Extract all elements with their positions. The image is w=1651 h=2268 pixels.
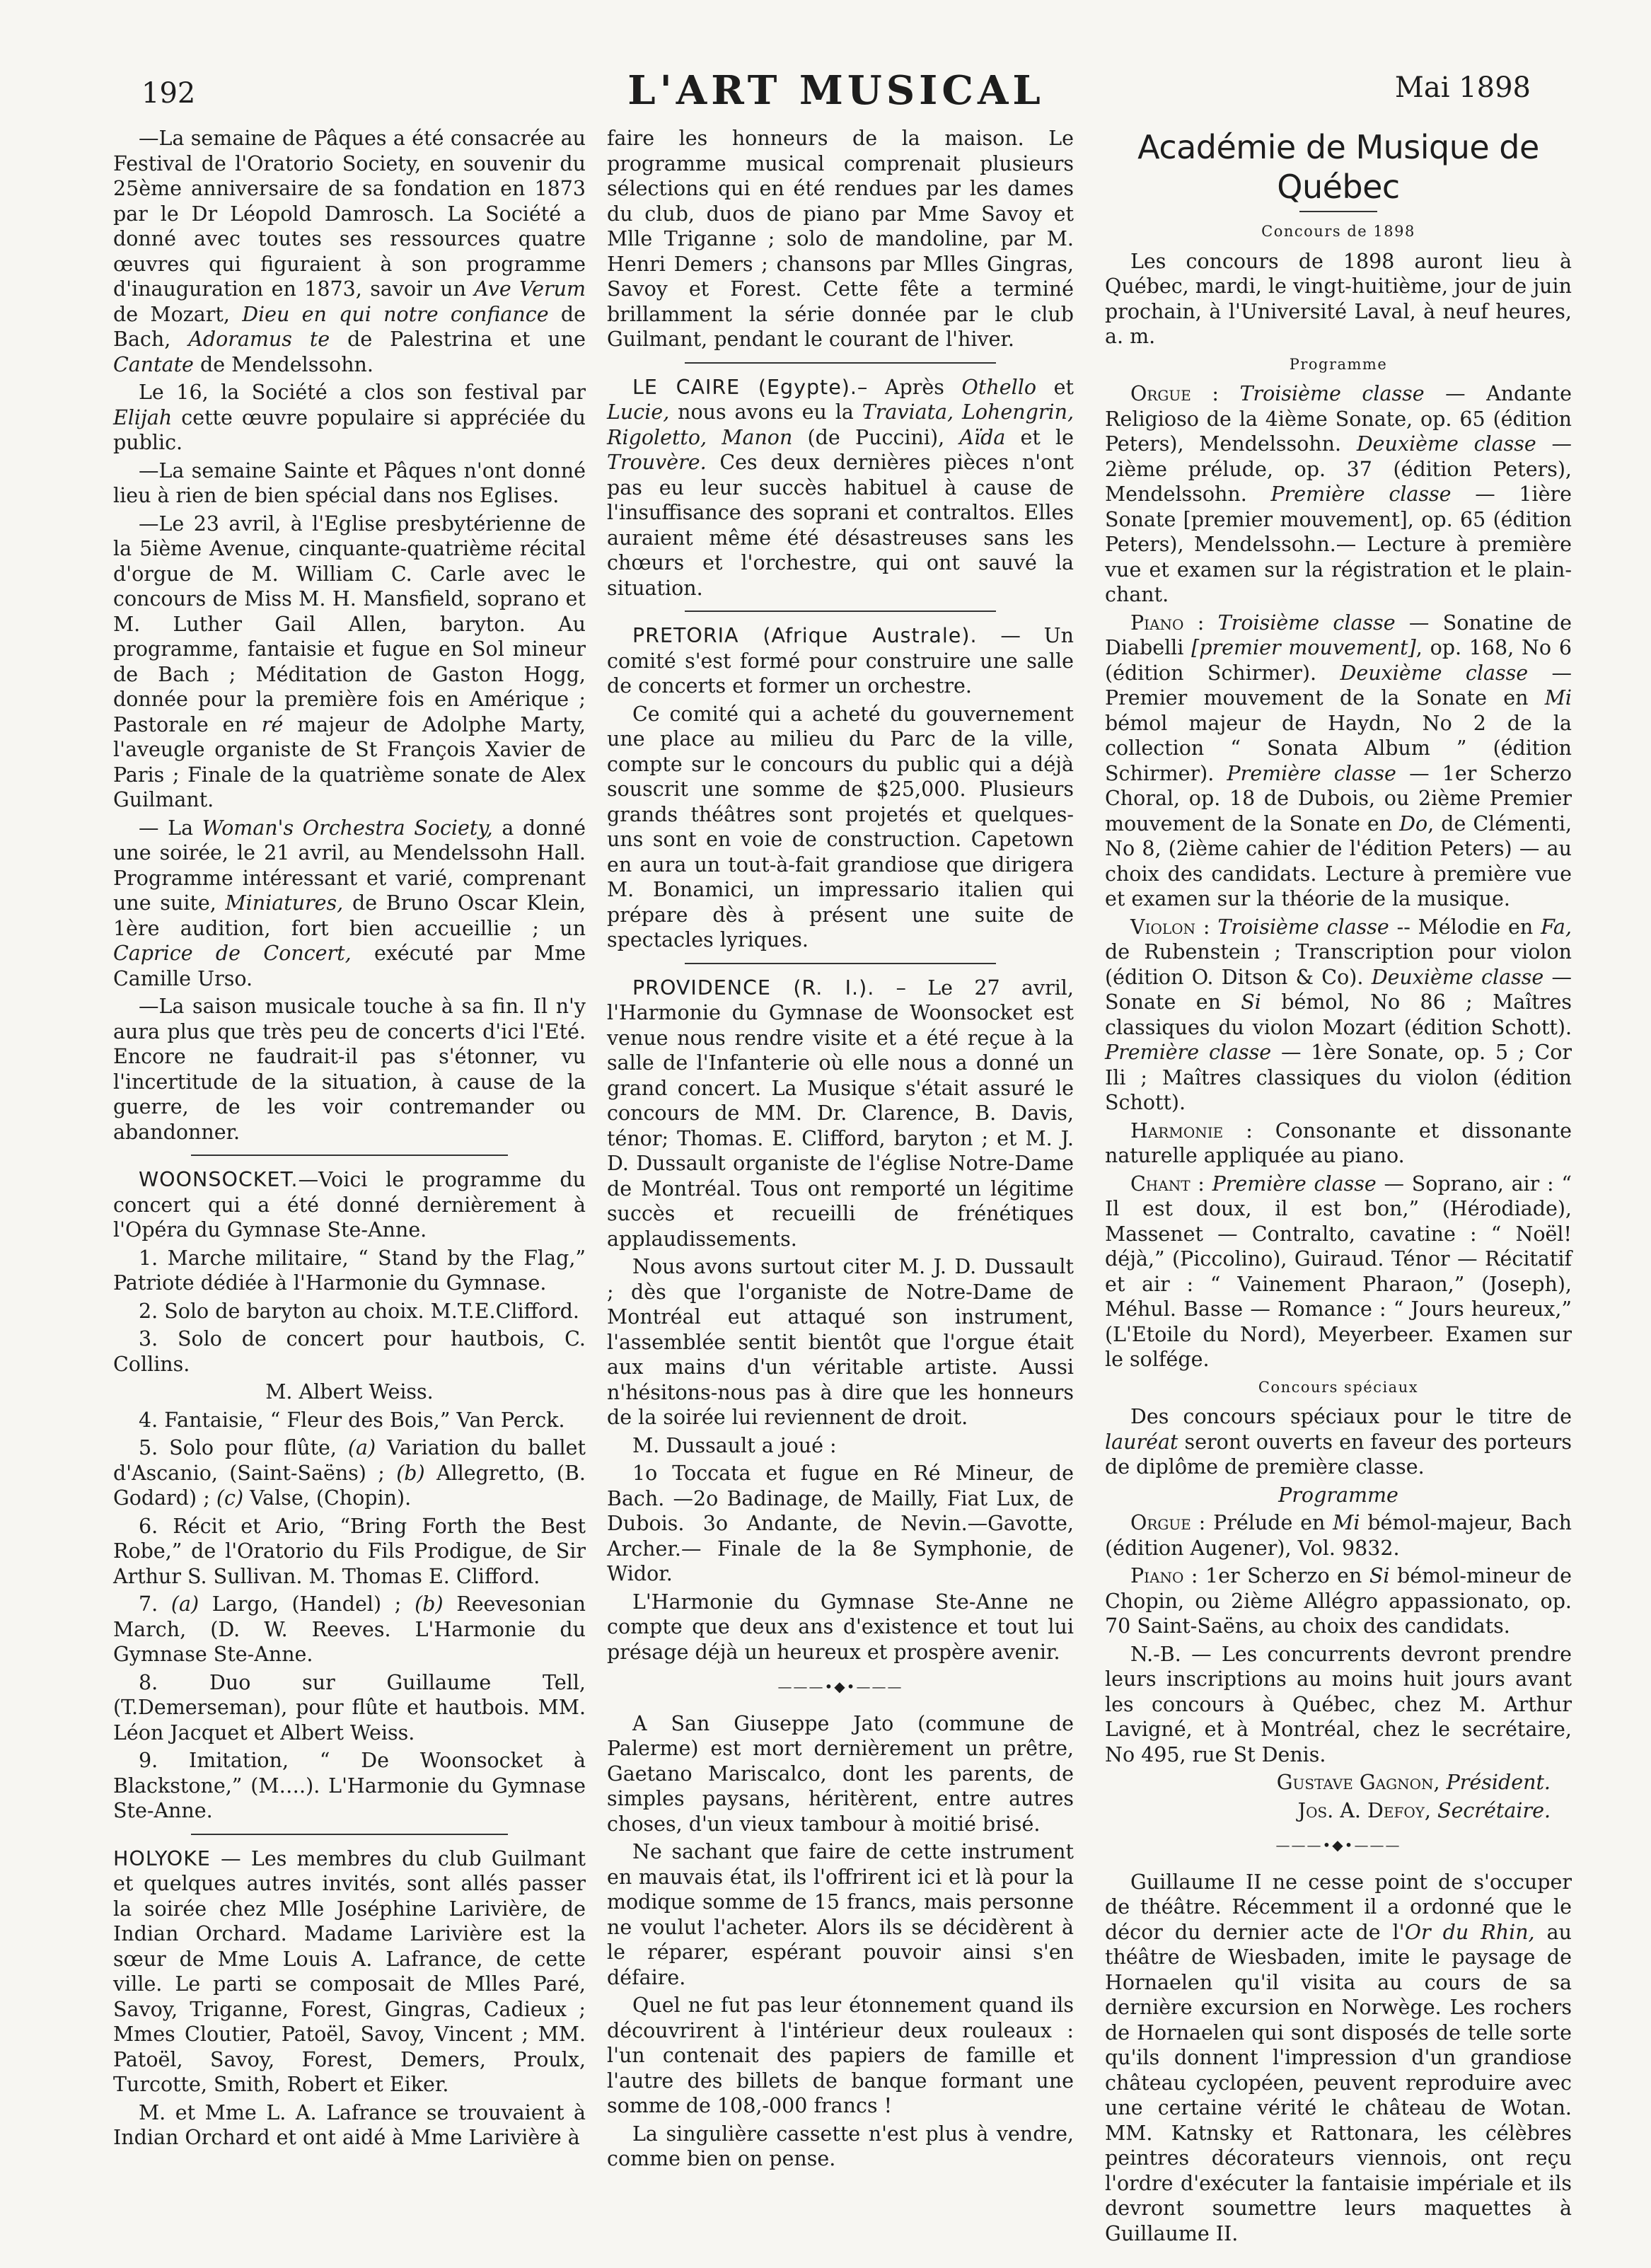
- section-heading: LE CAIRE (Egypte).: [632, 375, 857, 399]
- paragraph: L'Harmonie du Gymnase Ste-Anne ne compte que deux ans d'existence et tout lui présage déjà un heureux et prospère avenir.: [607, 1590, 1074, 1664]
- title-underline: [1299, 211, 1377, 212]
- column-1: [113, 126, 586, 2153]
- subheading: Concours de 1898: [1261, 223, 1415, 240]
- signature: Jos. A. Defoy, Secrétaire.: [1297, 1798, 1551, 1822]
- paragraph: N.-B. — Les concurrents devront prendre leurs inscriptions au moins huit jours avant les concours à Québec, chez M. Arthur Lavigné, et à Montréal, chez le secrétaire, No 495, rue St Denis.: [1105, 1642, 1572, 1766]
- paragraph: Orgue : Troisième classe — Andante Religioso de la 4ième Sonate, op. 65 (édition Peters), Mendelssohn. Deuxième classe — 2ième prélude, op. 37 (édition Peters), Mendelssohn. Première classe — 1ière Sonate [premier mouvement], op. 65 (édition Peters), Mendelssohn.— Lecture à première vue et examen sur la régistration et le plain-chant.: [1105, 382, 1572, 606]
- paragraph: faire les honneurs de la maison. Le programme musical comprenait plusieurs sélections qui en été rendues par les dames du club, duos de piano par Mme Savoy et Mlle Triganne ; solo de mandoline, par M. Henri Demers ; chansons par Mlles Gingras, Savoy et Forest. Cette fête a terminé brillamment la série donnée par le club Guilmant, pendant le courant de l'hiver.: [607, 127, 1074, 351]
- list-item: 5. Solo pour flûte, (a) Variation du ballet d'Ascanio, (Saint-Saëns) ; (b) Allegretto, (B. Godard) ; (c) Valse, (Chopin).: [113, 1436, 586, 1510]
- paragraph: —Le 23 avril, à l'Eglise presbytérienne de la 5ième Avenue, cinquante-quatrième récital d'orgue de M. William C. Carle avec le concours de Miss M. H. Mansfield, soprano et M. Luther Gail Allen, baryton. Au programme, fantaisie et fugue en Sol mineur de Bach ; Méditation de Gaston Hogg, donnée pour la première fois en Amérique ; Pastorale en ré majeur de Adolphe Marty, l'aveugle organiste de St François Xavier de Paris ; Finale de la quatrième sonate de Alex Guilmant.: [113, 511, 586, 811]
- section-heading: PROVIDENCE (R. I.).: [632, 976, 875, 1000]
- list-item: M. Albert Weiss.: [265, 1380, 434, 1404]
- list-item: 4. Fantaisie, “ Fleur des Bois,” Van Perck.: [139, 1408, 565, 1432]
- paragraph: Quel ne fut pas leur étonnement quand ils découvrirent à l'intérieur deux rouleaux : l'un contenait des papiers de famille et l'autre des billets de banque formant une somme de 108,-000 francs !: [607, 1994, 1074, 2117]
- issue-date: Mai 1898: [1394, 71, 1531, 104]
- paragraph: 1o Toccata et fugue en Ré Mineur, de Bach. —2o Badinage, de Mailly, Fiat Lux, de Dubois. 3o Andante, de Nevin.—Gavotte, Archer.— Finale de la 8e Symphonie, de Widor.: [607, 1462, 1074, 1585]
- section-heading: HOLYOKE: [113, 1846, 211, 1870]
- paragraph: HOLYOKE — Les membres du club Guilmant et quelques autres invités, sont allés passer la soirée chez Mlle Joséphine Larivière, de Indian Orchard. Madame Larivière est la sœur de Mme Louis A. Lafrance, de cette ville. Le parti se composait de Mlles Paré, Savoy, Triganne, Forest, Gingras, Cadieux ; Mmes Cloutier, Patoël, Savoy, Vincent ; MM. Patoël, Savoy, Forest, Demers, Proulx, Turcotte, Smith, Robert et Eiker.: [113, 1846, 586, 2096]
- section-divider: [191, 1834, 508, 1835]
- subheading-italic: Programme: [1278, 1483, 1398, 1507]
- paragraph: Orgue : Prélude en Mi bémol-majeur, Bach (édition Augener), Vol. 9832.: [1105, 1511, 1572, 1560]
- section-heading: PRETORIA (Afrique Australe).: [632, 624, 978, 647]
- paragraph: Des concours spéciaux pour le titre de lauréat seront ouverts en faveur des porteurs de diplôme de première classe.: [1105, 1405, 1572, 1479]
- paragraph: La singulière cassette n'est plus à vendre, comme bien on pense.: [607, 2122, 1074, 2170]
- section-divider: [685, 963, 996, 964]
- page-header: [141, 67, 1531, 117]
- paragraph: Ce comité qui a acheté du gouvernement une place au milieu du Parc de la ville, compte sur le concours du public qui a déjà souscrit une somme de $25,000. Plusieurs grands théâtres sont projetés et quelques-uns sont en voie de construction. Capetown en aura un tout-à-fait grandiose que dirigera M. Bonamici, un impressario italien qui prépare dès à présent une suite de spectacles lyriques.: [607, 702, 1074, 951]
- paragraph: LE CAIRE (Egypte).– Après Othello et Lucie, nous avons eu la Traviata, Lohengrin, Rigoletto, Manon (de Puccini), Aïda et le Trouvère. Ces deux dernières pièces n'ont pas eu leur succès habituel à cause de l'insuffisance des soprani et contraltos. Elles auraient même été désastreuses sans les chœurs et l'orchestre, qui ont sauvé la situation.: [607, 375, 1074, 600]
- ornament-divider: ———•◆•———: [777, 1678, 903, 1695]
- paragraph: Piano : 1er Scherzo en Si bémol-mineur de Chopin, ou 2ième Allégro appassionato, op. 70 Saint-Saëns, au choix des candidats.: [1105, 1564, 1572, 1638]
- paragraph: Les concours de 1898 auront lieu à Québec, mardi, le vingt-huitième, jour de juin prochain, à l'Université Laval, à neuf heures, a. m.: [1105, 249, 1572, 348]
- paragraph: Piano : Troisième classe — Sonatine de Diabelli [premier mouvement], op. 168, No 6 (édition Schirmer). Deuxième classe — Premier mouvement de la Sonate en Mi bémol majeur de Haydn, No 2 de la collection “ Sonata Album ” (édition Schirmer). Première classe — 1er Scherzo Choral, op. 18 de Dubois, ou 2ième Premier mouvement de la Sonate en Do, de Clémenti, No 8, (2ième cahier de l'édition Peters) — au choix des candidats. Lecture à première vue et examen sur la théorie de la musique.: [1105, 611, 1572, 910]
- paragraph: Harmonie : Consonante et dissonante naturelle appliquée au piano.: [1105, 1118, 1572, 1167]
- masthead-title: L'ART MUSICAL: [627, 67, 1045, 114]
- paragraph: —La semaine de Pâques a été consacrée au Festival de l'Oratorio Society, en souvenir du 25ème anniversaire de sa fondation en 1873 par le Dr Léopold Damrosch. La Société a donné avec toutes ses ressources quatre œuvres qui figuraient à son programme d'inauguration en 1873, savoir un Ave Verum de Mozart, Dieu en qui notre confiance de Bach, Adoramus te de Palestrina et une Cantate de Mendelssohn.: [113, 127, 586, 376]
- paragraph: Ne sachant que faire de cette instrument en mauvais état, ils l'offrirent ici et là pour la modique somme de 15 francs, mais personne ne voulut l'acheter. Alors ils se décidèrent à le réparer, espérant pouvoir ainsi s'en défaire.: [607, 1840, 1074, 1989]
- section-heading: WOONSOCKET.: [139, 1168, 299, 1191]
- article-title: Académie de Musique de Québec: [1137, 128, 1539, 206]
- paragraph: — La Woman's Orchestra Society, a donné une soirée, le 21 avril, au Mendelssohn Hall. Programme intéressant et varié, comprenant une suite, Miniatures, de Bruno Oscar Klein, 1ère audition, fort bien accueillie ; un Caprice de Concert, exécuté par Mme Camille Urso.: [113, 816, 586, 990]
- signature: Gustave Gagnon, Président.: [1276, 1771, 1551, 1794]
- paragraph: Nous avons surtout citer M. J. D. Dussault ; dès que l'organiste de Notre-Dame de Montréal eut attaqué son instrument, l'assemblée sentit bientôt que l'orgue était aux mains d'un véritable artiste. Aussi n'hésitons-nous pas à dire que les honneurs de la soirée lui reviennent de droit.: [607, 1255, 1074, 1429]
- paragraph: Guillaume II ne cesse point de s'occuper de théâtre. Récemment il a ordonné que le décor du dernier acte de l'Or du Rhin, au théâtre de Wiesbaden, imite le paysage de Hornaelen qu'il visita au cours de sa dernière excursion en Norwège. Les rochers de Hornaelen qui sont disposés de telle sorte qu'ils donnent l'impression d'un grandiose château cyclopéen, peuvent reproduire avec une certaine vérité le château de Wotan. MM. Katnsky et Rattonara, les célèbres peintres décorateurs viennois, ont reçu l'ordre d'exécuter la fantaisie impériale et ils devront soumettre leurs maquettes à Guillaume II.: [1105, 1870, 1572, 2245]
- list-item: 3. Solo de concert pour hautbois, C. Collins.: [113, 1327, 586, 1376]
- section-divider: [685, 362, 996, 364]
- list-item: 8. Duo sur Guillaume Tell, (T.Demerseman), pour flûte et hautbois. MM. Léon Jacquet et Albert Weiss.: [113, 1670, 586, 1745]
- list-item: 6. Récit et Ario, “Bring Forth the Best Robe,” de l'Oratorio du Fils Prodigue, de Sir Arthur S. Sullivan. M. Thomas E. Clifford.: [113, 1514, 586, 1588]
- list-item: 7. (a) Largo, (Handel) ; (b) Reevesonian March, (D. W. Reeves. L'Harmonie du Gymnase Ste-Anne.: [113, 1592, 586, 1666]
- paragraph: A San Giuseppe Jato (commune de Palerme) est mort dernièrement un prêtre, Gaetano Mariscalco, dont les parents, de simples paysans, héritèrent, entre autres choses, d'un vieux tambour à moitié brisé.: [607, 1711, 1074, 1836]
- paragraph: M. Dussault a joué :: [632, 1433, 837, 1457]
- paragraph: —La saison musicale touche à sa fin. Il n'y aura plus que très peu de concerts d'ici l'Eté. Encore ne faudrait-il pas s'étonner, vu l'incertitude de la situation, à cause de la guerre, de les voir contremander ou abandonner.: [113, 995, 586, 1144]
- column-2: [607, 126, 1074, 2175]
- subheading: Programme: [1289, 355, 1388, 373]
- paragraph: Chant : Première classe — Soprano, air : “ Il est doux, il est bon,” (Hérodiade), Massenet — Contralto, cavatine : “ Noël! déjà,” (Piccolino), Guiraud. Ténor — Récitatif et air : “ Vainement Pharaon,” (Joseph), Méhul. Basse — Romance : “ Jours heureux,” (L'Etoile du Nord), Meyerbeer. Examen sur le solfége.: [1105, 1171, 1572, 1371]
- ornament-divider: ———•◆•———: [1275, 1836, 1401, 1853]
- list-item: 9. Imitation, “ De Woonsocket à Blackstone,” (M….). L'Harmonie du Gymnase Ste-Anne.: [113, 1749, 586, 1822]
- paragraph: Violon : Troisième classe -- Mélodie en Fa, de Rubenstein ; Transcription pour violon (édition O. Ditson & Co). Deuxième classe — Sonate en Si bémol, No 86 ; Maîtres classiques du violon Mozart (édition Schott). Première classe — 1ère Sonate, op. 5 ; Cor Ili ; Maîtres classiques du violon (édition Schott).: [1105, 915, 1572, 1114]
- paragraph: PROVIDENCE (R. I.). – Le 27 avril, l'Harmonie du Gymnase de Woonsocket est venue nous rendre visite et a été reçue à la salle de l'Infanterie où elle nous a donné un grand concert. La Musique s'était assuré le concours de MM. Dr. Clarence, B. Davis, ténor; Thomas. E. Clifford, baryton ; et M. J. D. Dussault organiste de l'église Notre-Dame de Montréal. Tous ont remporté un légitime succès et recueilli de frénétiques applaudissements.: [607, 976, 1074, 1251]
- list-item: 2. Solo de baryton au choix. M.T.E.Clifford.: [139, 1299, 579, 1323]
- subheading: Concours spéciaux: [1258, 1378, 1419, 1396]
- paragraph: M. et Mme L. A. Lafrance se trouvaient à Indian Orchard et ont aidé à Mme Larivière à: [113, 2100, 586, 2149]
- paragraph: —La semaine Sainte et Pâques n'ont donné lieu à rien de bien spécial dans nos Eglises.: [113, 458, 586, 507]
- paragraph: Le 16, la Société a clos son festival par Elijah cette œuvre populaire si appréciée du public.: [113, 381, 586, 454]
- section-divider: [191, 1155, 508, 1156]
- column-3: [1105, 126, 1572, 2249]
- list-item: 1. Marche militaire, “ Stand by the Flag,” Patriote dédiée à l'Harmonie du Gymnase.: [113, 1246, 586, 1295]
- paragraph: PRETORIA (Afrique Australe). — Un comité s'est formé pour construire une salle de concerts et former un orchestre.: [607, 624, 1074, 698]
- paragraph: WOONSOCKET.—Voici le programme du concert qui a été donné dernièrement à l'Opéra du Gymnase Ste-Anne.: [113, 1168, 586, 1242]
- page-number: 192: [141, 77, 196, 110]
- section-divider: [685, 611, 996, 612]
